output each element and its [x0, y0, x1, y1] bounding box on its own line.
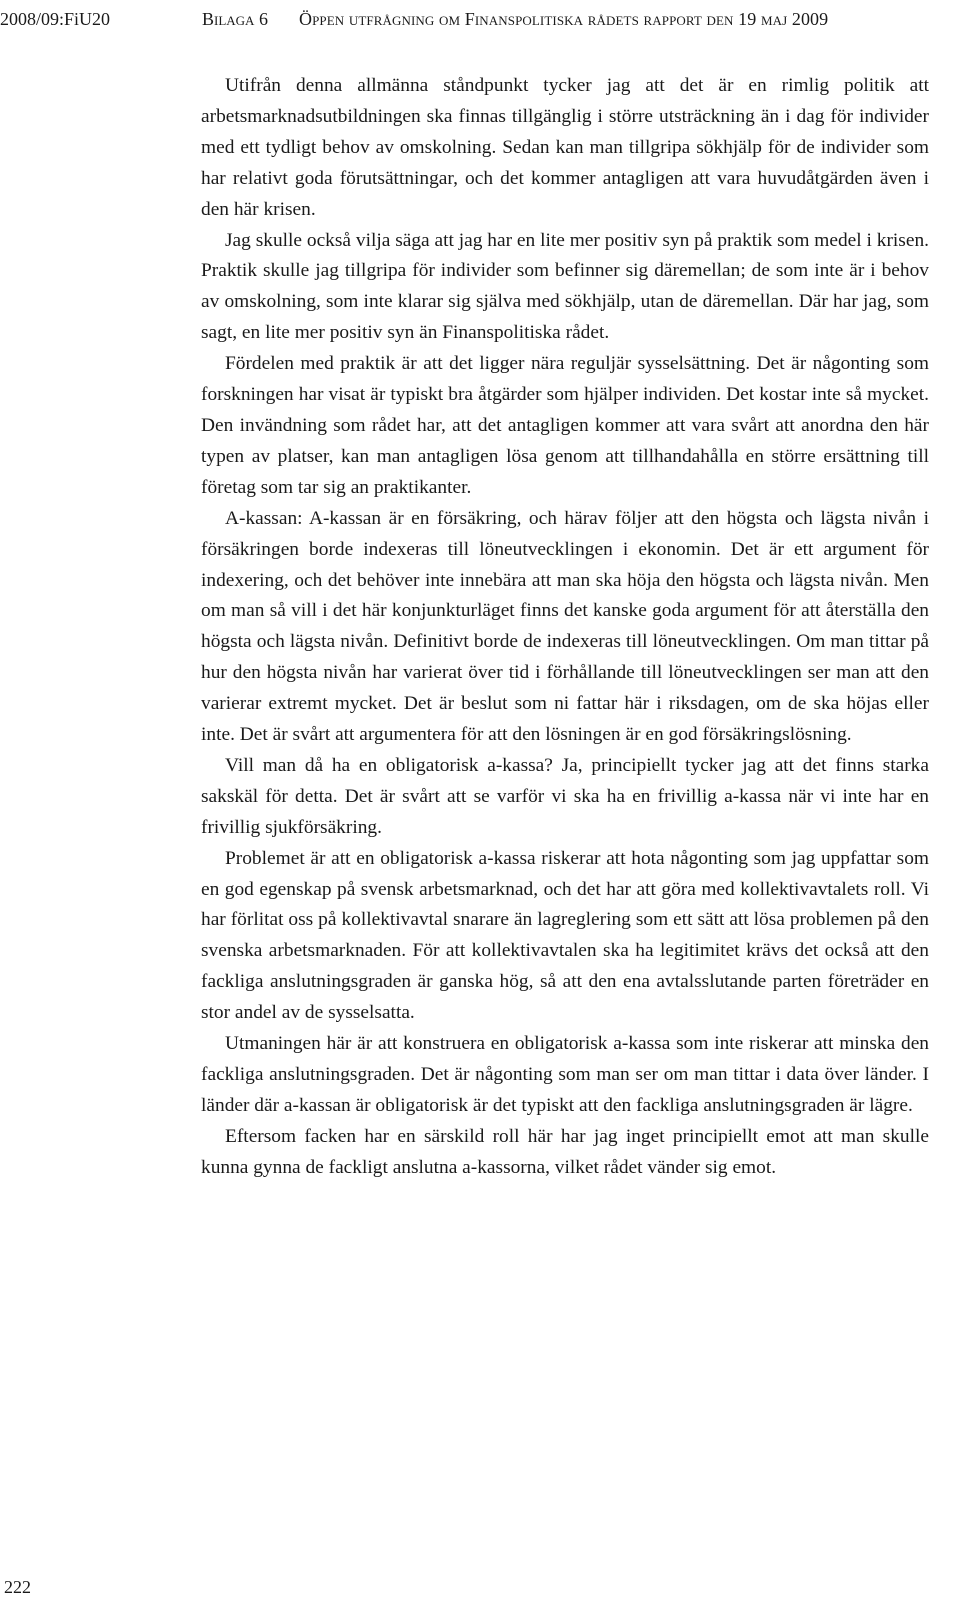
document-id: 2008/09:FiU20 [0, 9, 111, 29]
paragraph-4: A-kassan: A-kassan är en försäkring, och härav följer att den högsta och lägsta nivån i försäkringen borde indexeras till löneutvecklingen i ekonomin. Det är ett argument för indexering, och det behöver inte innebära att man ska höja den högsta och lägsta nivån. Men om man så vill i det här konjunkturläget finns det kanske goda argument för att återställa den högsta och lägsta nivån. Definitivt borde de indexeras till löneutvecklingen. Om man tittar på hur den högsta nivån har varierat över tid i förhållande till löneutvecklingen ser man att den varierar extremt mycket. Det är beslut som ni fattar här i riksdagen, om de ska höjas eller inte. Det är svårt att argumentera för att den lösningen är en god försäkringslösning. [201, 507, 929, 746]
body-text [201, 71, 929, 1184]
paragraph-5: Vill man då ha en obligatorisk a-kassa? Ja, principiellt tycker jag att det finns starka sakskäl för detta. Det är svårt att se varför vi ska ha en frivillig a-kassa när vi inte har en frivillig sjukförsäkring. [201, 754, 929, 838]
paragraph-8: Eftersom facken har en särskild roll här har jag inget principiellt emot att man skulle kunna gynna de fackligt anslutna a-kassorna, vilket rådet vänder sig emot. [201, 1125, 929, 1178]
appendix-label: Bilaga 6 [202, 9, 268, 29]
paragraph-6: Problemet är att en obligatorisk a-kassa riskerar att hota någonting som jag uppfattar som en god egenskap på svensk arbetsmarknad, och det har att göra med kollektivavtalets roll. Vi har förlitat oss på kollektivavtal snarare än lagreglering som ett sätt att lösa problemen på den svenska arbetsmarknaden. För att kollektivavtalen ska ha legitimitet krävs det också att den fackliga anslutningsgraden är ganska hög, så att den ena avtalsslutande parten företräder en stor andel av de sysselsatta. [201, 847, 929, 1024]
paragraph-2: Jag skulle också vilja säga att jag har en lite mer positiv syn på praktik som medel i krisen. Praktik skulle jag tillgripa för individer som befinner sig däremellan; de som inte är i behov av omskolning, som inte klarar sig själva med sökhjälp, utan de däremellan. Där har jag, som sagt, en lite mer positiv syn än Finanspolitiska rådet. [201, 229, 929, 344]
paragraph-7: Utmaningen här är att konstruera en obligatorisk a-kassa som inte riskerar att minska den fackliga anslutningsgraden. Det är någonting som man ser om man tittar i data över länder. I länder där a-kassan är obligatorisk är det typiskt att den fackliga anslutningsgraden är lägre. [201, 1033, 929, 1116]
paragraph-3: Fördelen med praktik är att det ligger nära reguljär sysselsättning. Det är någonting som forskningen har visat är typiskt bra åtgärder som hjälper individen. Det kostar inte så mycket. Den invändning som rådet har, att det antagligen kommer att vara svårt att anordna den här typen av platser, kan man antagligen lösa genom att tillhandahålla en större ersättning till företag som tar sig an praktikanter. [201, 353, 929, 498]
paragraph-1: Utifrån denna allmänna ståndpunkt tycker jag att det är en rimlig politik att arbetsmarknadsutbildningen ska finnas tillgänglig i större utsträckning än i dag för individer med ett tydligt behov av omskolning. Sedan kan man tillgripa sökhjälp för de individer som har relativt goda förutsättningar, och det kommer antagligen att vara huvudåtgärden även i den här krisen. [201, 75, 929, 220]
running-header [0, 6, 940, 32]
page-number: 222 [4, 1577, 31, 1597]
document-title: Öppen utfrågning om Finanspolitiska rådets rapport den 19 maj 2009 [299, 9, 829, 29]
